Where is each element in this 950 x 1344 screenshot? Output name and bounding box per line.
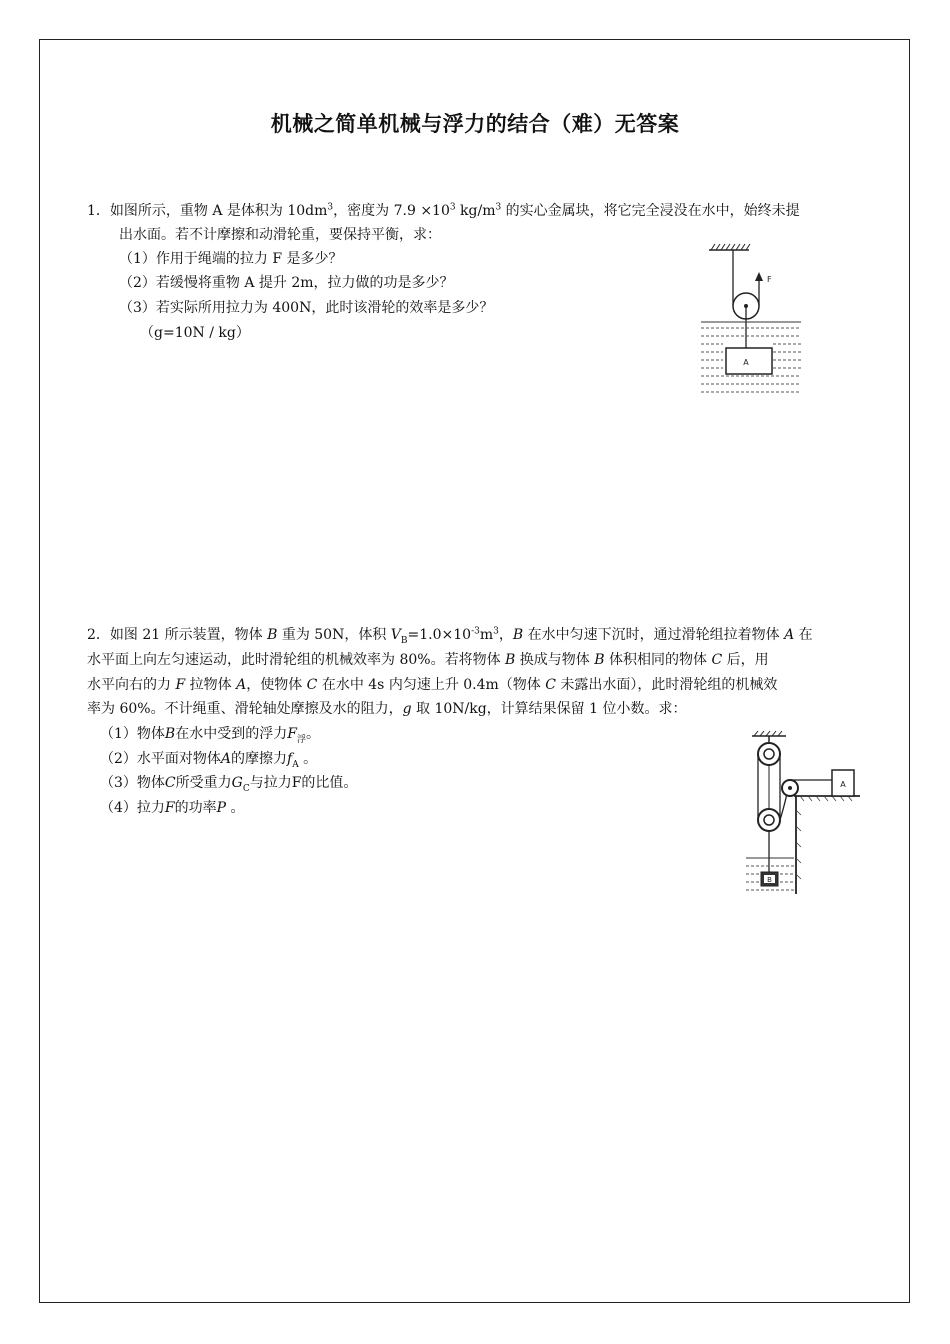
q2-text: 水平面上向左匀速运动，此时滑轮组的机械效率为 80%。若将物体 <box>87 652 506 668</box>
q2-sub: 浮 <box>296 734 306 745</box>
q2-var: C <box>711 652 723 668</box>
q2-text: m <box>479 627 494 643</box>
q1-gravity: （g=10N / kg） <box>140 325 250 341</box>
q2-sub-4 <box>100 798 245 818</box>
q1-sub-1: （1）作用于绳端的拉力 F 是多少？ <box>119 251 343 267</box>
q2-line-4 <box>87 699 686 719</box>
q2-text: 取 10N/kg，计算结果保留 1 位小数。求： <box>411 701 687 717</box>
q1-figure-pulley <box>697 240 805 397</box>
q1-text: 的实心金属块，将它完全浸没在水中，始终未提 <box>501 203 800 219</box>
q2-var: C <box>306 677 318 693</box>
q2-text: 与拉力F的比值。 <box>249 775 358 791</box>
q2-line-3 <box>87 675 777 695</box>
q1-line-1 <box>87 201 800 221</box>
q2-var: C <box>164 775 176 791</box>
q2-var: G <box>231 775 243 791</box>
q2-text: （3）物体 <box>100 775 165 791</box>
q2-sub-1 <box>100 724 320 744</box>
q2-var: A <box>220 751 232 767</box>
q1-fig-label-f: F <box>767 275 772 284</box>
q1-text: ，密度为 7.9 ×10 <box>333 203 450 219</box>
q2-fig-label-a: A <box>840 780 846 789</box>
q2-text: 水平向右的力 <box>87 677 176 693</box>
q2-sup: -3 <box>471 626 480 637</box>
q2-text: 。 <box>298 751 318 767</box>
q2-text: （2）水平面对物体 <box>100 751 221 767</box>
q2-text: 在水中 4s 内匀速上升 0.4m（物体 <box>317 677 546 693</box>
q2-sup: 3 <box>493 626 499 637</box>
q2-text: 2．如图 21 所示装置，物体 <box>87 627 268 643</box>
q2-text: 。 <box>305 726 320 742</box>
q2-text: 的摩擦力 <box>231 751 288 767</box>
q2-sub: C <box>242 783 250 794</box>
q2-text: =1.0×10 <box>407 627 472 643</box>
q2-var: B <box>267 627 278 643</box>
q2-var: P <box>216 800 227 816</box>
q2-var: B <box>594 652 605 668</box>
q2-line-2 <box>87 650 769 670</box>
q2-var: B <box>512 627 524 643</box>
q2-var: B <box>164 726 176 742</box>
q2-text: 换成与物体 <box>515 652 595 668</box>
q2-text: 在水中受到的浮力 <box>175 726 288 742</box>
q2-text: ， <box>498 627 513 643</box>
q1-sup: 3 <box>495 202 502 213</box>
q2-text: 的功率 <box>174 800 217 816</box>
q2-fig-label-b: B <box>767 876 772 884</box>
q1-fig-label-a: A <box>743 358 749 367</box>
q2-var: g <box>402 701 412 717</box>
q2-var: V <box>390 627 401 643</box>
q2-sub: B <box>400 635 408 646</box>
q2-var: F <box>175 677 186 693</box>
q2-var: C <box>545 677 556 693</box>
q2-var: F <box>287 726 297 742</box>
q1-sub-3: （3）若实际所用拉力为 400N，此时该滑轮的效率是多少？ <box>119 300 494 316</box>
q2-var: F <box>164 800 175 816</box>
q2-var: B <box>505 652 516 668</box>
q2-var: A <box>236 677 247 693</box>
q2-sub: A <box>292 759 299 770</box>
q2-text: （1）物体 <box>100 726 165 742</box>
q2-text: 在 <box>794 627 813 643</box>
q2-text: 后，用 <box>722 652 769 668</box>
q2-text: 所受重力 <box>175 775 232 791</box>
q2-sub-2 <box>100 749 317 769</box>
q2-text: 率为 60%。不计绳重、滑轮轴处摩擦及水的阻力， <box>87 701 403 717</box>
page-title: 机械之简单机械与浮力的结合（难）无答案 <box>270 112 680 136</box>
q1-text: 1．如图所示，重物 A 是体积为 10dm <box>87 203 328 219</box>
q1-text: kg/m <box>455 203 496 219</box>
q2-text: 。 <box>226 800 245 816</box>
q2-text: ，使物体 <box>246 677 307 693</box>
q2-sub-3 <box>100 773 357 793</box>
q2-text: 拉物体 <box>185 677 237 693</box>
q2-line-1 <box>87 625 813 645</box>
q2-text: 在水中匀速下沉时，通过滑轮组拉着物体 <box>523 627 785 643</box>
q2-text: （4）拉力 <box>100 800 165 816</box>
q1-line-2: 出水面。若不计摩擦和动滑轮重，要保持平衡，求： <box>119 227 441 243</box>
q2-text: 体积相同的物体 <box>604 652 712 668</box>
q2-text: 重为 50N，体积 <box>277 627 391 643</box>
q2-text: 未露出水面），此时滑轮组的机械效 <box>555 677 778 693</box>
q2-var: f <box>287 751 293 767</box>
q2-var: A <box>784 627 795 643</box>
q1-sup: 3 <box>449 202 456 213</box>
q1-sup: 3 <box>327 202 334 213</box>
q2-figure-pulley-system <box>744 730 862 896</box>
q1-sub-2: （2）若缓慢将重物 A 提升 2m，拉力做的功是多少？ <box>119 275 454 291</box>
